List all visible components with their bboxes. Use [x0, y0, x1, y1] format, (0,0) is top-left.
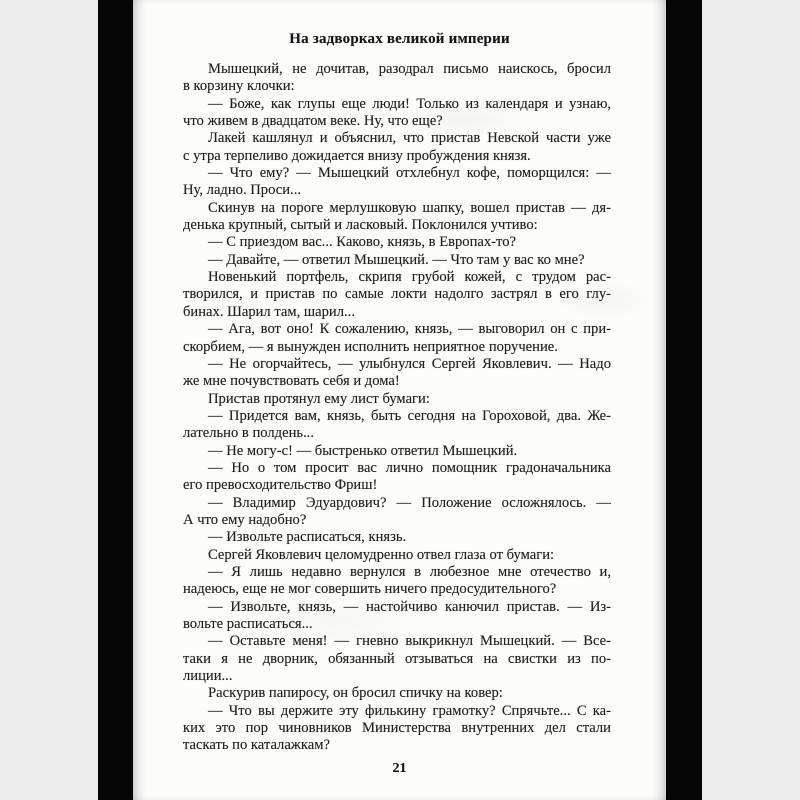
text-line: — Что вы держите эту филькину грамотку? Спрячьте... С ка- [208, 702, 611, 719]
text-line: с утра терпеливо дожидается внизу пробуждения князя. [183, 147, 531, 164]
text-line: — Но о том просит вас лично помощник градоначальника [208, 459, 611, 476]
text-line: — Давайте, — ответил Мышецкий. — Что там у вас ко мне? [208, 251, 585, 268]
text-line: — Ага, вот оно! К сожалению, князь, — выговорил он с при- [208, 321, 611, 338]
text-line: — Владимир Эдуардович? — Положение осложнялось. — [208, 494, 611, 511]
text-line: Раскурив папиросу, он бросил спичку на ковер: [208, 685, 503, 702]
book-page [133, 0, 666, 800]
text-line: — Что ему? — Мышецкий отхлебнул кофе, поморщился: — [208, 165, 611, 182]
text-line: лательно в полдень... [183, 425, 314, 442]
text-line: денька крупный, сытый и ласковый. Поклонился учтиво: [183, 217, 538, 234]
text-line: — Придется вам, князь, быть сегодня на Гороховой, два. Же- [208, 407, 611, 424]
text-line: Сергей Яковлевич целомудренно отвел глаза от бумаги: [208, 546, 555, 563]
text-line: — Боже, как глупы еще люди! Только из календаря и узнаю, [208, 95, 611, 112]
text-line: — С приездом вас... Каково, князь, в Европах-то? [208, 234, 516, 251]
text-line: А что ему надобно? [183, 511, 307, 528]
text-line: таскать по каталажкам? [183, 737, 330, 754]
text-line: — Я лишь недавно вернулся в любезное мне отечество и, [208, 563, 611, 580]
text-line: ких это пор чиновников Министерства внутренних дел стали [183, 720, 611, 737]
text-line: лиции... [183, 668, 233, 685]
text-line: в корзину клочки: [183, 78, 295, 95]
running-head: На задворках великой империи [289, 31, 510, 47]
text-line: — Извольте, князь, — настойчиво канючил пристав. — Из- [208, 598, 611, 615]
text-line: — Не огорчайтесь, — улыбнулся Сергей Яковлевич. — Надо [208, 355, 611, 372]
text-line: же мне почувствовать себя и дома! [183, 373, 400, 390]
text-line: что живем в двадцатом веке. Ну, что еще? [183, 113, 443, 130]
text-line: его превосходительство Фриш! [183, 477, 378, 494]
text-line: творился, и пристав по самые локти надолго застрял в его глу- [183, 286, 611, 303]
book-photo [98, 0, 702, 800]
text-line: Новенький портфель, скрипя грубой кожей, с трудом рас- [208, 269, 611, 286]
text-line: Скинув на пороге мерлушковую шапку, вошел пристав — дя- [208, 199, 611, 216]
text-line: Лакей кашлянул и объяснил, что пристав Невской части уже [208, 130, 611, 147]
body-text [183, 61, 611, 755]
text-line: бинах. Шарил там, шарил... [183, 303, 355, 320]
text-line: — Извольте расписаться, князь. [208, 529, 407, 546]
text-line: Ну, ладно. Проси... [183, 182, 301, 199]
text-line: таки я не дворник, обязанный отзываться на свистки из по- [183, 650, 611, 667]
text-line: вольте расписаться... [183, 616, 313, 632]
text-line: — Оставьте меня! — гневно выкрикнул Мышецкий. — Все- [208, 633, 611, 650]
text-line: надеюсь, еще не мог совершить ничего предосудительного? [183, 581, 557, 598]
text-line: скорбием, — я вынужден исполнить неприятное поручение. [183, 338, 558, 355]
text-line: Мышецкий, не дочитав, разодрал письмо наискось, бросил [208, 61, 611, 77]
text-line: — Не могу-с! — быстренько ответил Мышецкий. [208, 442, 518, 459]
page-number: 21 [392, 761, 407, 776]
text-line: Пристав протянул ему лист бумаги: [208, 390, 430, 407]
